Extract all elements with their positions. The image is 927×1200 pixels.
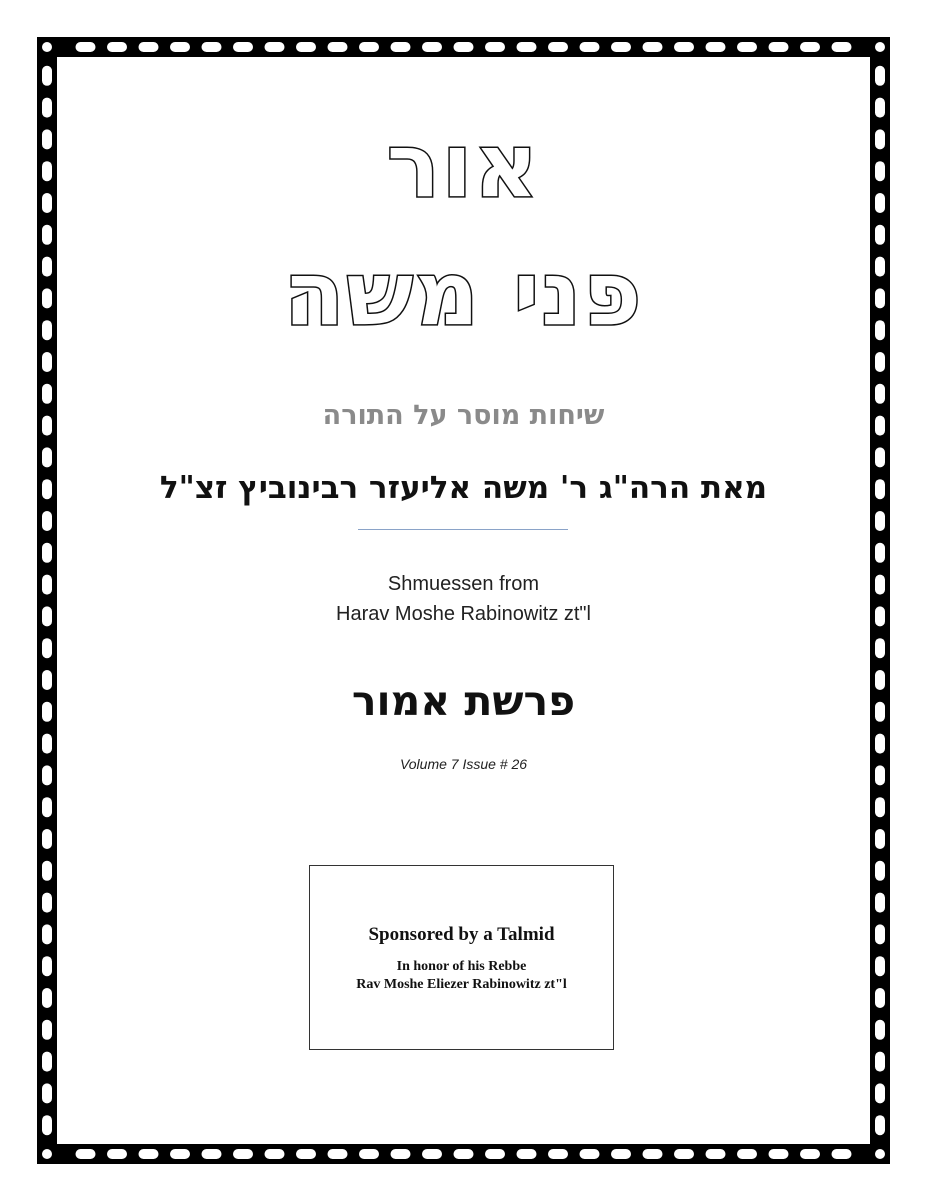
border-hole <box>769 42 789 52</box>
border-hole <box>706 1149 726 1159</box>
border-hole <box>875 352 885 372</box>
border-hole <box>643 42 663 52</box>
border-hole <box>737 1149 757 1159</box>
border-corner-hole <box>875 42 885 52</box>
border-hole <box>800 42 820 52</box>
border-hole <box>42 98 52 118</box>
border-hole <box>875 447 885 467</box>
border-hole <box>875 543 885 563</box>
border-hole <box>611 1149 631 1159</box>
border-hole <box>42 924 52 944</box>
border-hole <box>42 638 52 658</box>
border-hole <box>76 42 96 52</box>
border-hole <box>875 797 885 817</box>
border-hole <box>422 1149 442 1159</box>
border-hole <box>42 543 52 563</box>
border-hole <box>832 42 852 52</box>
border-hole <box>42 956 52 976</box>
border-hole <box>875 1083 885 1103</box>
english-subtitle-line-1: Shmuessen from <box>387 573 540 595</box>
border-hole <box>42 893 52 913</box>
border-hole <box>233 1149 253 1159</box>
border-hole <box>875 893 885 913</box>
border-hole <box>328 42 348 52</box>
border-hole <box>454 42 474 52</box>
border-hole <box>296 1149 316 1159</box>
sponsor-title: Sponsored by a Talmid <box>368 924 555 945</box>
border-corner-hole <box>42 1149 52 1159</box>
border-hole <box>42 734 52 754</box>
border-hole <box>359 42 379 52</box>
border-hole <box>42 66 52 86</box>
border-hole <box>875 1020 885 1040</box>
author-hebrew: מאת הרה"ג ר' משה אליעזר רבינוביץ זצ"ל <box>159 470 768 506</box>
title-line-2: פני משה <box>283 242 644 345</box>
border-hole <box>580 1149 600 1159</box>
border-hole <box>422 42 442 52</box>
border-hole <box>548 42 568 52</box>
english-subtitle-line-2: Harav Moshe Rabinowitz zt"l <box>336 603 591 625</box>
border-hole <box>202 1149 222 1159</box>
border-hole <box>769 1149 789 1159</box>
border-hole <box>485 1149 505 1159</box>
border-hole <box>107 1149 127 1159</box>
border-corner-hole <box>42 42 52 52</box>
sponsor-dedication-line-1: In honor of his Rebbe <box>396 959 527 974</box>
border-hole <box>875 66 885 86</box>
border-hole <box>42 861 52 881</box>
border-hole <box>233 42 253 52</box>
border-hole <box>875 829 885 849</box>
border-hole <box>611 42 631 52</box>
border-hole <box>643 1149 663 1159</box>
border-hole <box>42 1115 52 1135</box>
border-hole <box>42 225 52 245</box>
border-hole <box>42 1083 52 1103</box>
border-hole <box>674 1149 694 1159</box>
border-hole <box>42 352 52 372</box>
border-hole <box>737 42 757 52</box>
border-hole <box>202 42 222 52</box>
border-hole <box>265 1149 285 1159</box>
border-hole <box>875 1052 885 1072</box>
border-hole <box>832 1149 852 1159</box>
border-hole <box>42 829 52 849</box>
divider-line <box>358 529 568 530</box>
border-corner-hole <box>875 1149 885 1159</box>
border-hole <box>875 734 885 754</box>
border-hole <box>76 1149 96 1159</box>
border-hole <box>875 988 885 1008</box>
border-hole <box>875 1115 885 1135</box>
volume-issue: Volume 7 Issue # 26 <box>399 756 528 772</box>
border-hole <box>107 42 127 52</box>
border-hole <box>485 42 505 52</box>
border-hole <box>580 42 600 52</box>
border-hole <box>674 42 694 52</box>
parsha-title: פרשת אמור <box>351 677 576 725</box>
border-hole <box>359 1149 379 1159</box>
border-hole <box>875 511 885 531</box>
sponsor-box <box>309 865 614 1050</box>
border-hole <box>875 98 885 118</box>
border-hole <box>42 988 52 1008</box>
border-hole <box>170 42 190 52</box>
border-hole <box>548 1149 568 1159</box>
border-hole <box>296 42 316 52</box>
border-hole <box>875 225 885 245</box>
border-hole <box>391 42 411 52</box>
border-hole <box>517 1149 537 1159</box>
title-line-1: אור <box>386 114 541 217</box>
border-hole <box>42 511 52 531</box>
border-hole <box>517 42 537 52</box>
border-hole <box>875 924 885 944</box>
border-hole <box>391 1149 411 1159</box>
border-hole <box>42 1020 52 1040</box>
subtitle: שיחות מוסר על התורה <box>322 400 605 431</box>
border-hole <box>706 42 726 52</box>
border-hole <box>265 42 285 52</box>
border-hole <box>454 1149 474 1159</box>
border-hole <box>139 42 159 52</box>
border-hole <box>800 1149 820 1159</box>
border-hole <box>42 1052 52 1072</box>
border-hole <box>875 956 885 976</box>
border-hole <box>139 1149 159 1159</box>
border-hole <box>328 1149 348 1159</box>
border-hole <box>42 797 52 817</box>
sponsor-dedication-line-2: Rav Moshe Eliezer Rabinowitz zt"l <box>356 977 567 992</box>
border-hole <box>170 1149 190 1159</box>
border-hole <box>875 638 885 658</box>
border-hole <box>42 447 52 467</box>
border-hole <box>875 861 885 881</box>
